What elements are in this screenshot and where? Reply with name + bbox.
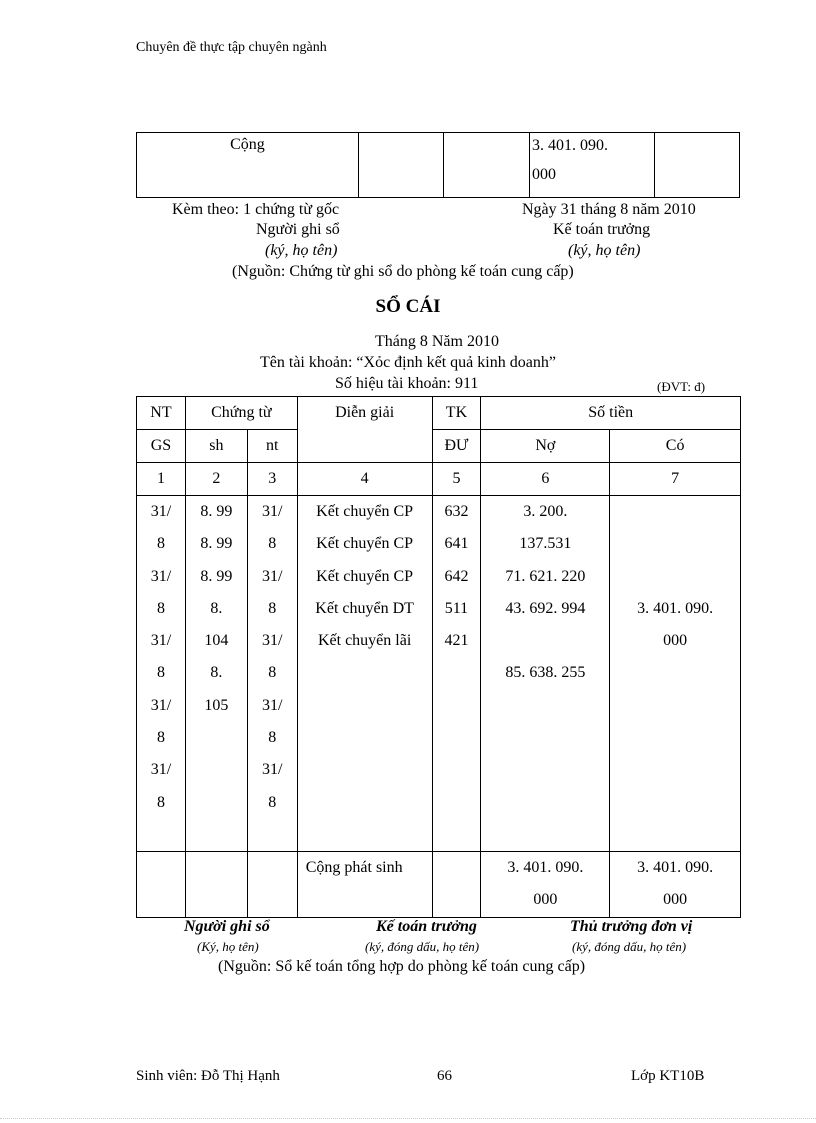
col-sh: 8. 99 8. 99 8. 99 8. 104 8. 105 [185, 496, 247, 852]
empty-cell [358, 133, 444, 198]
account-name: Tên tài khoản: “Xỏc định kết quả kinh doanh” [260, 354, 556, 371]
recorder-label: Người ghi sổ [256, 221, 340, 238]
sign-head-note: (ký, đóng dấu, họ tên) [572, 939, 687, 954]
col-no: 3. 200. 137.531 71. 621. 220 43. 692. 994 85. 638. 255 [481, 496, 610, 852]
col-tk: 632 641 642 511 421 [432, 496, 481, 852]
col-nt: 31/ 8 31/ 8 31/ 8 31/ 8 31/ 8 [137, 496, 186, 852]
account-number: Số hiệu tài khoản: 911 [335, 375, 479, 392]
sign-chief-accountant: Kế toán trưởng [376, 918, 477, 935]
date-note: Ngày 31 tháng 8 năm 2010 [522, 201, 696, 218]
chief-sign-note: (ký, họ tên) [568, 242, 641, 259]
ledger-month: Tháng 8 Năm 2010 [375, 333, 499, 350]
ledger-body-row [137, 496, 741, 852]
unit-note: (ĐVT: đ) [657, 379, 706, 394]
empty-cell [444, 133, 530, 198]
header-row: NT Chứng từ Diễn giải TK Số tiền [137, 397, 741, 430]
column-number-row: 1 2 3 4 5 6 7 [137, 463, 741, 496]
total-label-cell: Cộng [137, 133, 359, 198]
empty-cell [655, 133, 740, 198]
ledger-table [136, 396, 741, 918]
footer-page-number: 66 [437, 1068, 452, 1084]
col-nt2: 31/ 8 31/ 8 31/ 8 31/ 8 31/ 8 [247, 496, 297, 852]
page-bottom-divider [0, 1118, 816, 1119]
sign-recorder-note: (Ký, họ tên) [197, 939, 259, 954]
sign-recorder: Người ghi sổ [184, 918, 270, 935]
sign-chief-note: (ký, đóng dấu, họ tên) [365, 939, 480, 954]
total-amount-cell: 3. 401. 090. 000 [529, 133, 654, 198]
ledger-title: SỔ CÁI [375, 296, 441, 317]
recorder-sign-note: (ký, họ tên) [265, 242, 338, 259]
footer-student: Sinh viên: Đỗ Thị Hạnh [136, 1068, 280, 1084]
summary-table [136, 132, 740, 198]
attachment-note: Kèm theo: 1 chứng từ gốc [172, 201, 340, 218]
chief-accountant-label: Kế toán trưởng [553, 221, 651, 238]
col-dien-giai: Kết chuyển CP Kết chuyển CP Kết chuyển CP Kết chuyển DT Kết chuyển lãi [297, 496, 432, 852]
total-row: Cộng phát sinh 3. 401. 090. 000 3. 401. 090. 000 [137, 852, 741, 918]
header-row: GS sh nt ĐƯ Nợ Có [137, 430, 741, 463]
col-co: 3. 401. 090. 000 [610, 496, 741, 852]
footer-class: Lớp KT10B [631, 1068, 705, 1084]
page-header: Chuyên đề thực tập chuyên ngành [136, 40, 327, 55]
sign-unit-head: Thủ trưởng đơn vị [570, 918, 693, 935]
source-note-1: (Nguồn: Chứng từ ghi sổ do phòng kế toán cung cấp) [232, 263, 574, 280]
source-note-2: (Nguồn: Sổ kế toán tổng hợp do phòng kế toán cung cấp) [218, 958, 586, 975]
